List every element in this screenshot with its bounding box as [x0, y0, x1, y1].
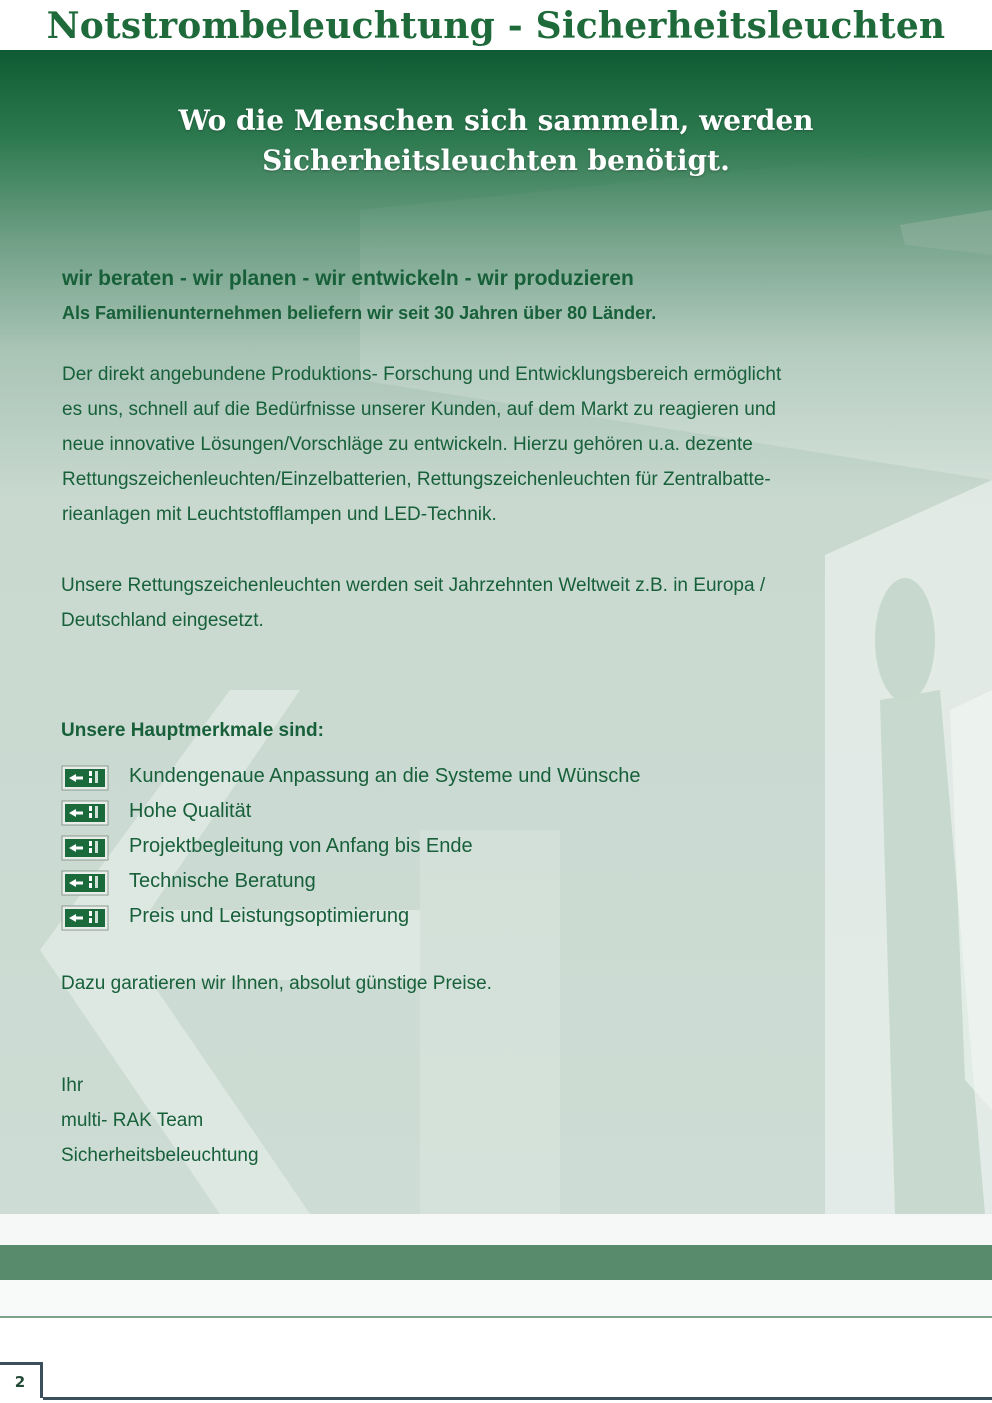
exit-sign-icon — [61, 905, 109, 931]
feature-text: Technische Beratung — [129, 870, 316, 892]
intro-paragraph — [62, 357, 922, 532]
exit-sign-icon — [61, 800, 109, 826]
paragraph-line: Unsere Rettungszeichenleuchten werden seit Jahrzehnten Weltweit z.B. in Europa / — [61, 575, 766, 596]
feature-text: Kundengenaue Anpassung an die Systeme und Wünsche — [129, 765, 641, 787]
signature-line: multi- RAK Team — [61, 1110, 204, 1131]
signature — [61, 1068, 259, 1173]
page-bottom-rule — [43, 1397, 992, 1400]
footer-divider — [0, 1316, 992, 1318]
exit-sign-icon — [61, 870, 109, 896]
tagline: wir beraten - wir planen - wir entwickeln - wir produzieren — [62, 267, 634, 290]
subtitle-line-1: Wo die Menschen sich sammeln, werden — [178, 104, 814, 137]
signature-line: Sicherheitsbeleuchtung — [61, 1145, 259, 1166]
feature-text: Hohe Qualität — [129, 800, 252, 822]
footer-band-green — [0, 1245, 992, 1280]
paragraph-line: neue innovative Lösungen/Vorschläge zu entwickeln. Hierzu gehören u.a. dezente — [62, 434, 753, 455]
paragraph-line: Rettungszeichenleuchten/Einzelbatterien, Rettungszeichenleuchten für Zentralbatte- — [62, 469, 771, 490]
worldwide-paragraph — [61, 568, 921, 638]
signature-line: Ihr — [61, 1075, 84, 1096]
footer-band-light — [0, 1214, 992, 1245]
exit-sign-icon — [61, 765, 109, 791]
paragraph-line: es uns, schnell auf die Bedürfnisse unserer Kunden, auf dem Markt zu reagieren und — [62, 399, 776, 420]
paragraph-line: Der direkt angebundene Produktions- Forschung und Entwicklungsbereich ermöglicht — [62, 364, 782, 385]
feature-text: Projektbegleitung von Anfang bis Ende — [129, 835, 473, 857]
paragraph-line: rieanlagen mit Leuchtstofflampen und LED-Technik. — [62, 504, 497, 525]
closing-text: Dazu garatieren wir Ihnen, absolut günstige Preise. — [61, 973, 492, 994]
exit-sign-icon — [61, 835, 109, 861]
company-line: Als Familienunternehmen beliefern wir seit 30 Jahren über 80 Länder. — [62, 303, 657, 323]
features-heading: Unsere Hauptmerkmale sind: — [61, 720, 324, 741]
subtitle — [0, 101, 992, 181]
paragraph-line: Deutschland eingesetzt. — [61, 610, 264, 631]
page-title: Notstrombeleuchtung - Sicherheitsleuchten — [46, 5, 946, 47]
page-number: 2 — [0, 1362, 43, 1398]
footer-band-pale — [0, 1280, 992, 1316]
feature-text: Preis und Leistungsoptimierung — [129, 905, 410, 927]
subtitle-line-2: Sicherheitsleuchten benötigt. — [262, 144, 730, 177]
